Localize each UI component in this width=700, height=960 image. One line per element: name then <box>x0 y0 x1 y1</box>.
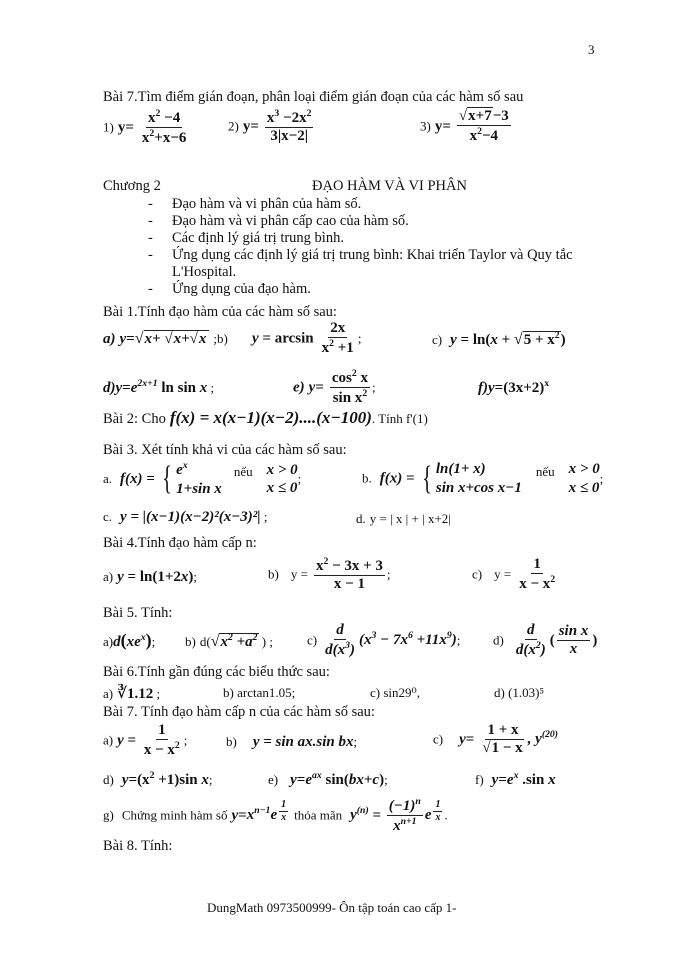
bai1-title: Bài 1.Tính đạo hàm của các hàm số sau: <box>103 304 337 320</box>
bai5-title: Bài 5. Tính: <box>103 605 173 621</box>
bai5-item-c: c) $\frac{d}{d(x^3)}$ $(x^3 - 7x^6 +11x^9)$; <box>307 622 461 659</box>
bai7a-item-1: 1) y= $\frac{x^2 -4}{x^2+x-6}$ <box>103 108 187 147</box>
bai7-discontinuity-title: Bài 7.Tìm điểm gián đoạn, phân loại điểm gián đoạn của các hàm số sau <box>103 89 524 105</box>
bai7a-item-3: 3) y= $\frac{√x+7-3}{x^2-4}$ <box>420 108 509 145</box>
topic-item: - Đạo hàm và vi phân của hàm số. <box>148 196 362 212</box>
bai4-title: Bài 4.Tính đạo hàm cấp n: <box>103 535 257 551</box>
bai3-item-b: b. f(x) = { ln(1+ x) sin x+cos x−1 nếu x > 0 x ≤ 0 ; <box>362 459 604 497</box>
bai7b-item-f: f) $y=e^x$ .sin x <box>475 770 556 788</box>
bai4-item-c: c) y = $\frac{1}{x - x^2}$ <box>472 556 556 593</box>
bai6-item-c: c) sin29⁰, <box>370 685 420 700</box>
bai6-item-d: d) (1.03)⁵ <box>494 685 545 700</box>
bai4-item-a: a) y = ln(1+2x); <box>103 569 198 585</box>
bai5-item-b: b) $d(√x^2 +a^2$ ) ; <box>185 632 273 650</box>
bai1-item-b: y = arcsin $\frac{2x}{x^2 +1}$ ; <box>252 320 362 357</box>
chapter-label: Chương 2 <box>103 178 161 194</box>
bai7b-item-c: c) y= $\frac{1 + x}{√1 - x}$ , $y^{(20)}$ <box>433 722 559 757</box>
bai1-item-d: $d)y=e^{2x+1}$ ln sin x ; <box>103 378 215 396</box>
bai7b-item-d: d) $y=(x^2 +1)\sin$ x; <box>103 770 213 788</box>
bai7-nth-title: Bài 7. Tính đạo hàm cấp n của các hàm số sau: <box>103 704 375 720</box>
topic-item: - Ứng dụng của đạo hàm. <box>148 281 311 297</box>
bai8-title: Bài 8. Tính: <box>103 838 173 854</box>
bai7b-item-b: b) y = sin ax.sin bx; <box>226 734 358 750</box>
bai7b-item-e: e) $y=e^{ax}$ sin(bx+c); <box>268 770 388 788</box>
bai4-item-b: b) y = $\frac{x^2 - 3x + 3}{x - 1}$ ; <box>268 556 391 593</box>
bai3-item-d: d. y = | x | + | x+2| <box>356 511 451 526</box>
bai1-item-a: a) y=√x+ √x+√x ;b) <box>103 330 228 347</box>
bai1-item-c: c) $y = \ln(x + √5 + x^2)$ <box>432 330 566 348</box>
bai1-item-e: e) y= $\frac{\cos^2 x}{\sin x^2}$ ; <box>293 368 376 407</box>
fraction: $\frac{√x+7-3}{x^2-4}$ <box>458 108 509 145</box>
page-number: 3 <box>588 42 595 57</box>
bai3-item-a: a. f(x) = { $e^x$ 1+sin x nếu x > 0 x ≤ 0 ; <box>103 460 302 498</box>
footer: DungMath 0973500999- Ôn tập toán cao cấp 1- <box>207 900 457 915</box>
bai7b-item-a: a) y = $\frac{1}{x - x^2}$ ; <box>103 722 188 759</box>
bai7a-item-2: 2) y= $\frac{x^3 -2x^2}{3|x-2|}$ <box>228 108 312 145</box>
bai3-title: Bài 3. Xét tính khả vi của các hàm số sau: <box>103 442 347 458</box>
topic-item: - Ứng dụng các định lý giá trị trung bình: Khai triển Taylor và Quy tắc L'Hospital. <box>148 247 573 280</box>
bai6-item-a: a) ∛1.12 ; <box>103 686 161 702</box>
chapter-title: ĐẠO HÀM VÀ VI PHÂN <box>312 178 467 194</box>
topic-item: - Các định lý giá trị trung bình. <box>148 230 344 246</box>
bai3-item-c: c. y = |(x−1)(x−2)²(x−3)²| ; <box>103 509 268 525</box>
fraction: $\frac{x^3 -2x^2}{3|x-2|}$ <box>266 108 312 145</box>
bai2-line: Bài 2: Cho f(x) = x(x−1)(x−2)....(x−100). Tính f'(1) <box>103 408 428 427</box>
bai1-item-f: $f)y=(3x+2)^x$ <box>478 378 550 396</box>
fraction: $\frac{x^2 -4}{x^2+x-6}$ <box>141 108 187 147</box>
bai7b-item-g: g) Chứng minh hàm số $y=x^{n-1}e$ $^{\frac{1}{x}}$ thỏa mãn $y^{(n)}$ = $\frac{(-1)^n}{x^{n+1}}$ e $^{\frac{1}{x}}$ . <box>103 796 448 835</box>
topic-item: - Đạo hàm và vi phân cấp cao của hàm số. <box>148 213 409 229</box>
bai6-item-b: b) arctan1.05; <box>223 685 296 700</box>
bai6-title: Bài 6.Tính gần đúng các biểu thức sau: <box>103 664 330 680</box>
chapter-topics <box>148 196 578 298</box>
bai5-item-a: $a)d(xe^x)$; <box>103 630 156 650</box>
bai5-item-d: d) $\frac{d}{d(x^2)}$ ( $\frac{\text{sin x}}{x}$ ) <box>493 622 598 659</box>
